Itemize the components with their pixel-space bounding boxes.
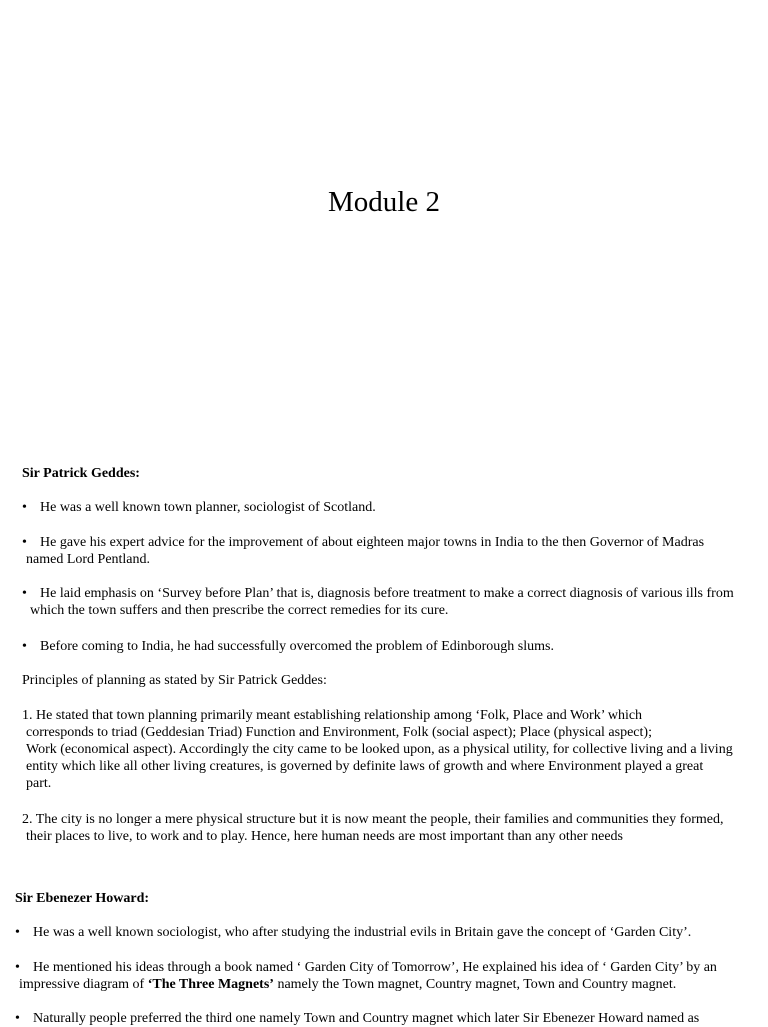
bullet-icon: • <box>22 639 27 654</box>
section-heading-howard: Sir Ebenezer Howard: <box>15 891 150 906</box>
list-item: • He was a well known sociologist, who after studying the industrial evils in Britain gave the concept of ‘Garden City’. <box>15 925 692 940</box>
section-heading-geddes: Sir Patrick Geddes: <box>22 466 140 481</box>
list-item: • Before coming to India, he had successfully overcomed the problem of Edinborough slums. <box>22 639 554 654</box>
bullet-icon: • <box>15 960 20 975</box>
list-item: • Naturally people preferred the third one namely Town and Country magnet which later Sir Ebenezer Howard named as <box>15 1011 700 1026</box>
list-item: • He was a well known town planner, sociologist of Scotland. <box>22 500 376 515</box>
principles-heading: Principles of planning as stated by Sir Patrick Geddes: <box>22 673 327 688</box>
bullet-icon: • <box>22 500 27 515</box>
list-item: • He laid emphasis on ‘Survey before Plan’ that is, diagnosis before treatment to make a correct diagnosis of various ills from which the town suffers and then prescribe the correct remedies for its cure. <box>22 586 734 618</box>
bullet-icon: • <box>15 925 20 940</box>
principle-2: 2. The city is no longer a mere physical structure but it is now meant the people, their families and communities they formed, their places to live, to work and to play. Hence, here human needs are most important than any other needs <box>22 812 724 844</box>
bullet-icon: • <box>22 535 27 550</box>
page-title: Module 2 <box>328 186 440 218</box>
bullet-icon: • <box>15 1011 20 1026</box>
principle-1: 1. He stated that town planning primarily meant establishing relationship among ‘Folk, Place and Work’ which corresponds to triad (Geddesian Triad) Function and Environment, Folk (social aspect); Place (physical aspect); Work (economical aspect). Accordingly the city came to be looked upon, as a physical utility, for collective living and a living entity which like all other living creatures, is governed by definite laws of growth and where Environment played a great part. <box>22 708 733 791</box>
list-item: • He gave his expert advice for the improvement of about eighteen major towns in India to the then Governor of Madras named Lord Pentland. <box>22 535 705 567</box>
list-item: • He mentioned his ideas through a book named ‘ Garden City of Tomorrow’, He explained his idea of ‘ Garden City’ by an impressive diagram of ‘The Three Magnets’ namely the Town magnet, Country magnet, Town and Country magnet. <box>15 960 717 992</box>
bullet-icon: • <box>22 586 27 601</box>
three-magnets-term: ‘The Three Magnets’ <box>147 977 274 992</box>
